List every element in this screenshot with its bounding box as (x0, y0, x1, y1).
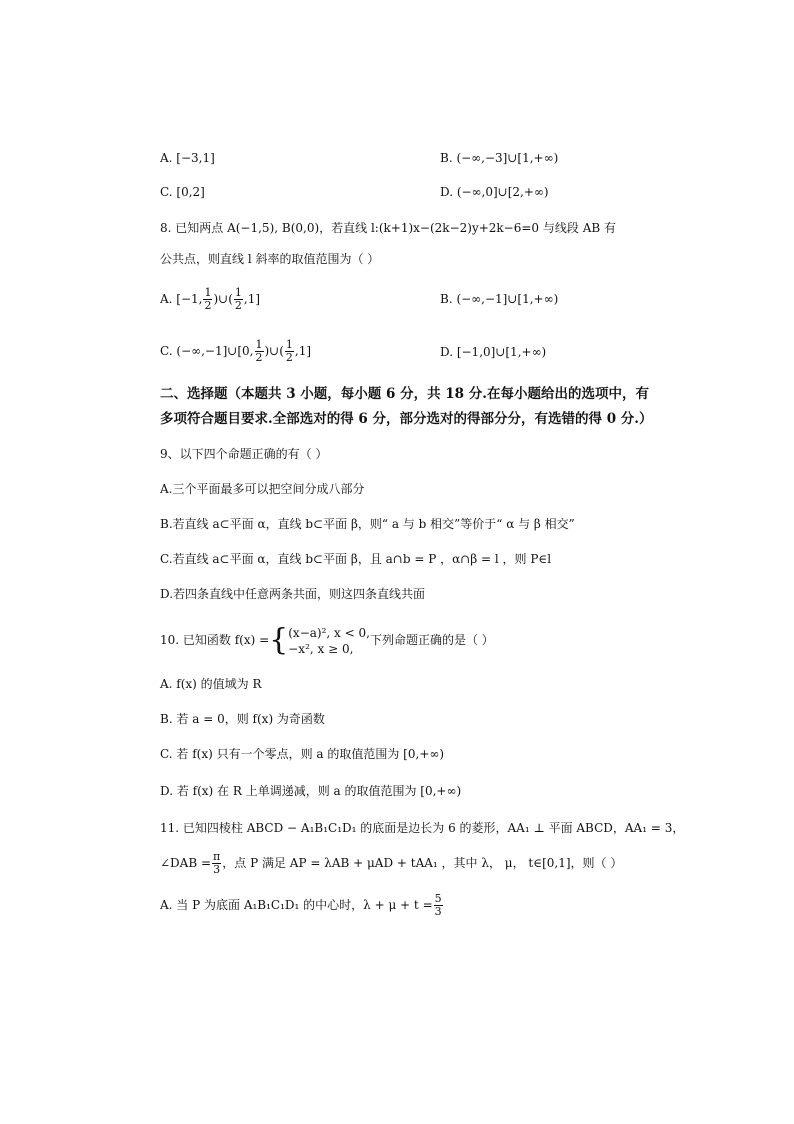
piecewise-function (288, 625, 370, 657)
q8-option-a (160, 284, 260, 314)
q10-stem-pre: 10. 已知函数 f(x) = (160, 633, 270, 647)
fraction-num: 1 (255, 338, 263, 351)
q7-option-d: D. (−∞,0]∪[2,+∞) (440, 185, 549, 199)
q8-option-c-post: ,1] (294, 344, 312, 358)
q8-option-a-mid: )∪( (213, 292, 233, 306)
fraction (203, 287, 212, 312)
fraction-den: 2 (204, 299, 212, 312)
fraction-den: 2 (285, 351, 293, 364)
fraction-num: 1 (234, 286, 242, 299)
fraction-num: 1 (285, 338, 293, 351)
q8-option-d: D. [−1,0]∪[1,+∞) (440, 345, 547, 359)
q10-option-a: A. f(x) 的值域为 R (160, 677, 262, 691)
q8-option-b: B. (−∞,−1]∪[1,+∞) (440, 292, 559, 306)
q9-option-a: A.三个平面最多可以把空间分成八部分 (160, 482, 365, 496)
q8-stem-line1: 8. 已知两点 A(−1,5), B(0,0)，若直线 l:(k+1)x−(2k−2)y+2k−6=0 与线段 AB 有 (160, 221, 616, 235)
fraction-num: π (213, 850, 221, 863)
q11-option-a-text: A. 当 P 为底面 A₁B₁C₁D₁ 的中心时，λ + μ + t = (160, 898, 433, 912)
fraction (434, 893, 443, 918)
q10-stem (160, 620, 494, 660)
q10-stem-post: 下列命题正确的是（ ） (369, 633, 494, 647)
q8-option-a-pre: A. [−1, (160, 292, 203, 306)
fraction (212, 851, 221, 876)
q7-option-b: B. (−∞,−3]∪[1,+∞) (440, 151, 559, 165)
q7-option-c: C. [0,2] (160, 185, 205, 199)
fraction-num: 1 (204, 286, 212, 299)
q8-option-c (160, 336, 311, 366)
q9-stem: 9、以下四个命题正确的有（ ） (160, 447, 328, 461)
q11-option-a (160, 890, 444, 920)
fraction-num: 5 (434, 892, 442, 905)
q7-option-a: A. [−3,1] (160, 151, 215, 165)
q8-option-c-mid: )∪( (264, 344, 284, 358)
q9-option-b: B.若直线 a⊂平面 α，直线 b⊂平面 β，则“ a 与 b 相交”等价于“ α 与 β 相交” (160, 517, 575, 531)
fraction-den: 2 (234, 299, 242, 312)
fraction (234, 287, 243, 312)
fraction-den: 3 (213, 863, 221, 876)
q10-option-b: B. 若 a = 0，则 f(x) 为奇函数 (160, 712, 325, 726)
q11-stem-line1: 11. 已知四棱柱 ABCD − A₁B₁C₁D₁ 的底面是边长为 6 的菱形，AA₁ ⊥ 平面 ABCD，AA₁ = 3， (160, 821, 685, 835)
section2-heading-line1: 二、选择题（本题共 3 小题，每小题 6 分，共 18 分.在每小题给出的选项中，有 (160, 386, 649, 402)
fraction-den: 3 (434, 905, 442, 918)
q11-stem-line2-post: ，点 P 满足 AP = λAB + μAD + tAA₁ ，其中 λ， μ， t∈[0,1]，则（ ） (222, 856, 623, 870)
q8-option-c-pre: C. (−∞,−1]∪[0, (160, 344, 254, 358)
section2-heading-line2: 多项符合题目要求.全部选对的得 6 分，部分选对的得部分分，有选错的得 0 分.） (160, 411, 653, 427)
q9-option-c: C.若直线 a⊂平面 α，直线 b⊂平面 β，且 a∩b = P ，α∩β = l ，则 P∈l (160, 552, 552, 566)
q10-option-d: D. 若 f(x) 在 R 上单调递减，则 a 的取值范围为 [0,+∞) (160, 784, 462, 798)
fraction (285, 339, 294, 364)
q10-option-c: C. 若 f(x) 只有一个零点，则 a 的取值范围为 [0,+∞) (160, 747, 445, 761)
q8-stem-line2: 公共点，则直线 l 斜率的取值范围为（ ） (160, 252, 380, 266)
q8-option-a-post: ,1] (243, 292, 261, 306)
fraction-den: 2 (255, 351, 263, 364)
q11-angle-label: ∠DAB = (160, 856, 212, 870)
piece-2: −x², x ≥ 0, (288, 641, 354, 656)
fraction (255, 339, 264, 364)
q11-stem-line2 (160, 848, 622, 878)
left-brace-icon: { (269, 622, 289, 658)
piece-1: (x−a)², x < 0, (288, 625, 370, 640)
q9-option-d: D.若四条直线中任意两条共面，则这四条直线共面 (160, 587, 426, 601)
